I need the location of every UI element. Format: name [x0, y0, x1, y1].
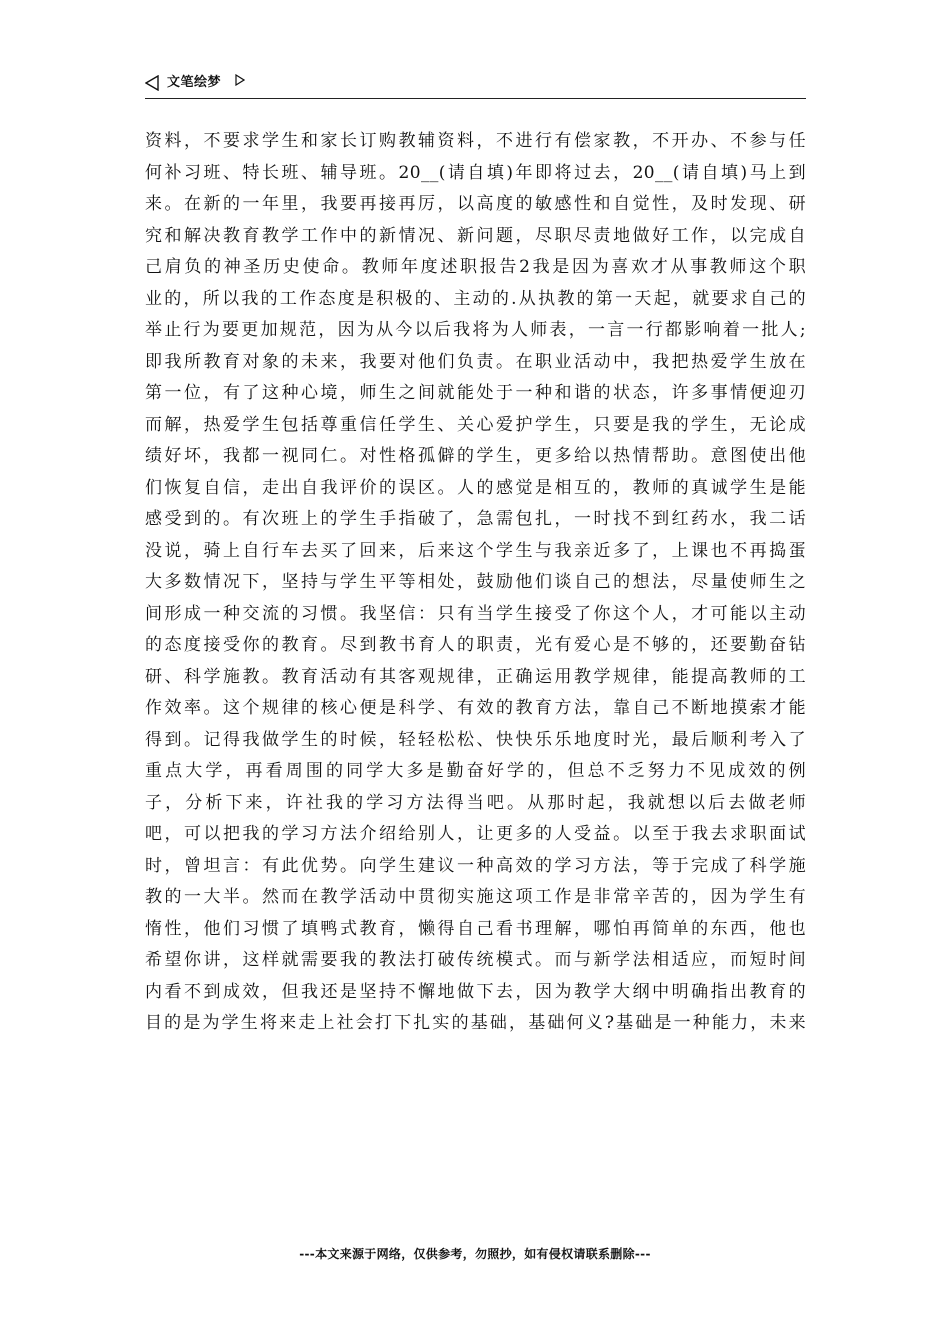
- text-line: 们恢复自信，走出自我评价的误区。人的感觉是相互的，教师的真诚学生是能: [145, 477, 806, 498]
- text-line: 时，曾坦言：有此优势。向学生建议一种高效的学习方法，等于完成了科学施: [145, 855, 806, 876]
- text-line: 业的，所以我的工作态度是积极的、主动的.从执教的第一天起，就要求自己的: [145, 288, 806, 309]
- text-line: 资料，不要求学生和家长订购教辅资料，不进行有偿家教，不开办、不参与任: [145, 131, 806, 151]
- text-line: 大多数情况下，坚持与学生平等相处，鼓励他们谈自己的想法，尽量使师生之: [145, 572, 806, 592]
- text-line: 吧，可以把我的学习方法介绍给别人，让更多的人受益。以至于我去求职面试: [145, 824, 806, 844]
- footer-disclaimer: ---本文来源于网络，仅供参考，勿照抄，如有侵权请联系删除---: [299, 1247, 651, 1261]
- text-line: 子，分析下来，许社我的学习方法得当吧。从那时起，我就想以后去做老师: [145, 792, 806, 813]
- header-title: 文笔绘梦: [167, 75, 222, 90]
- text-line: 的态度接受你的教育。尽到教书育人的职责，光有爱心是不够的，还要勤奋钻: [145, 635, 806, 655]
- text-line: 没说，骑上自行车去买了回来，后来这个学生与我亲近多了，上课也不再捣蛋: [145, 540, 806, 561]
- right-triangle-icon: [235, 74, 245, 86]
- text-line: 绩好坏，我都一视同仁。对性格孤僻的学生，更多给以热情帮助。意图使出他: [145, 446, 806, 466]
- body-text: [145, 126, 806, 1040]
- text-line: 间形成一种交流的习惯。我坚信：只有当学生接受了你这个人，才可能以主动: [145, 603, 806, 624]
- text-line: 感受到的。有次班上的学生手指破了，急需包扎，一时找不到红药水，我二话: [145, 509, 806, 529]
- left-triangle-icon: [145, 75, 159, 91]
- text-line: 来。在新的一年里，我要再接再厉，以高度的敏感性和自觉性，及时发现、研: [145, 194, 806, 214]
- text-line: 即我所教育对象的未来，我要对他们负责。在职业活动中，我把热爱学生放在: [145, 351, 806, 372]
- text-line: 举止行为要更加规范，因为从今以后我将为人师表，一言一行都影响着一批人;: [145, 320, 806, 340]
- text-line: 作效率。这个规律的核心便是科学、有效的教育方法，靠自己不断地摸索才能: [145, 698, 806, 718]
- text-line: 而解，热爱学生包括尊重信任学生、关心爱护学生，只要是我的学生，无论成: [145, 414, 806, 435]
- text-line: 惰性，他们习惯了填鸭式教育，懒得自己看书理解，哪怕再简单的东西，他也: [145, 918, 806, 939]
- text-line: 希望你讲，这样就需要我的教法打破传统模式。而与新学法相适应，而短时间: [145, 950, 806, 970]
- text-line: 目的是为学生将来走上社会打下扎实的基础，基础何义?基础是一种能力，未来: [145, 1013, 806, 1033]
- text-line: 何补习班、特长班、辅导班。20__(请自填)年即将过去，20__(请自填)马上到: [145, 162, 806, 183]
- text-line: 重点大学，再看周围的同学大多是勤奋好学的，但总不乏努力不见成效的例: [145, 761, 806, 781]
- text-line: 研、科学施教。教育活动有其客观规律，正确运用教学规律，能提高教师的工: [145, 666, 806, 687]
- text-line: 究和解决教育教学工作中的新情况、新问题，尽职尽责地做好工作，以完成自: [145, 225, 806, 246]
- text-line: 己肩负的神圣历史使命。教师年度述职报告2我是因为喜欢才从事教师这个职: [145, 257, 806, 277]
- text-line: 第一位，有了这种心境，师生之间就能处于一种和谐的状态，许多事情便迎刃: [145, 383, 806, 403]
- text-line: 内看不到成效，但我还是坚持不懈地做下去，因为教学大纲中明确指出教育的: [145, 981, 806, 1002]
- text-line: 教的一大半。然而在教学活动中贯彻实施这项工作是非常辛苦的，因为学生有: [145, 887, 806, 907]
- page-header: [145, 70, 806, 99]
- text-line: 得到。记得我做学生的时候，轻轻松松、快快乐乐地度时光，最后顺利考入了: [145, 729, 806, 750]
